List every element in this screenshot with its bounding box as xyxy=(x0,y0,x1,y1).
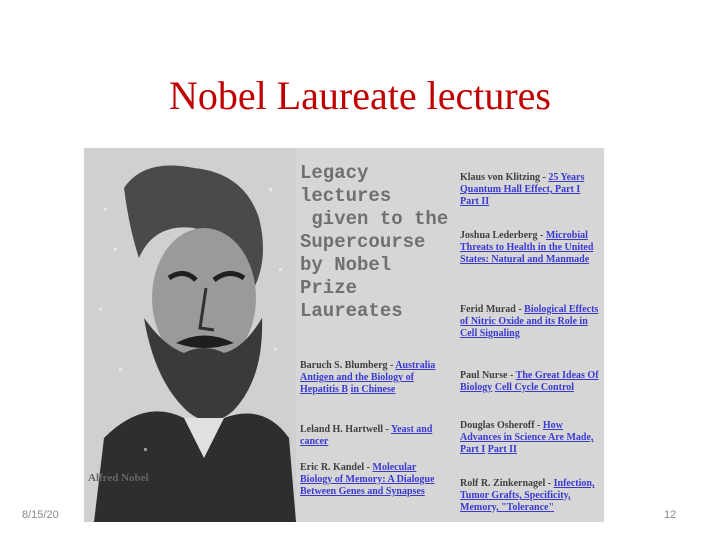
entry-nurse xyxy=(460,370,600,394)
image-heading: Legacy lectures given to the Supercourse by Nobel Prize Laureates xyxy=(300,162,449,322)
entry-name: Klaus von Klitzing - xyxy=(460,172,549,183)
lecture-link[interactable]: How Advances in Science Are Made, Part I xyxy=(460,420,594,455)
slide-number: 12 xyxy=(664,509,677,521)
entry-name: Baruch S. Blumberg - xyxy=(300,360,396,371)
lecture-link[interactable]: 25 Years Quantum Hall Effect, Part I xyxy=(460,172,585,195)
entry-murad xyxy=(460,304,600,340)
lecture-link[interactable]: Part II xyxy=(487,444,517,455)
entry-name: Ferid Murad - xyxy=(460,304,525,315)
entry-osheroff xyxy=(460,420,600,456)
lecture-link[interactable]: Cell Cycle Control xyxy=(494,382,574,393)
entry-name: Joshua Lederberg - xyxy=(460,230,546,241)
entry-kandel xyxy=(300,462,450,498)
lecture-link[interactable]: Infection, Tumor Grafts, Specificity, Memory, "Tolerance" xyxy=(460,478,595,513)
slide-date: 8/15/20 xyxy=(22,509,59,521)
lecture-link[interactable]: Microbial Threats to Health in the United States: Natural and Manmade xyxy=(460,230,594,265)
entry-zinkernagel xyxy=(460,478,600,514)
entry-name: Leland H. Hartwell - xyxy=(300,424,392,435)
lecture-link[interactable]: The Great Ideas Of Biology xyxy=(460,370,599,393)
lecture-link[interactable]: Part II xyxy=(460,196,490,207)
entry-lederberg xyxy=(460,230,600,266)
entry-name: Douglas Osheroff - xyxy=(460,420,543,431)
lecture-link[interactable]: Molecular Biology of Memory: A Dialogue Between Genes and Synapses xyxy=(300,462,435,497)
entry-blumberg xyxy=(300,360,450,396)
lecture-link[interactable]: in Chinese xyxy=(350,384,396,395)
lecture-link[interactable]: Biological Effects of Nitric Oxide and its Role in Cell Signaling xyxy=(460,304,599,339)
entry-name: Rolf R. Zinkernagel - xyxy=(460,478,554,489)
lecture-link[interactable]: Yeast and cancer xyxy=(300,424,433,447)
legacy-lectures-image xyxy=(84,148,604,522)
alfred-nobel-portrait xyxy=(84,148,296,522)
entry-hartwell xyxy=(300,424,450,448)
slide-title: Nobel Laureate lectures xyxy=(168,73,551,118)
portrait-caption: Alfred Nobel xyxy=(88,472,149,484)
lecture-link[interactable]: Australia Antigen and the Biology of Hepatitis B xyxy=(300,360,436,395)
entry-name: Paul Nurse - xyxy=(460,370,516,381)
entry-name: Eric R. Kandel - xyxy=(300,462,373,473)
entry-von-klitzing xyxy=(460,172,600,208)
